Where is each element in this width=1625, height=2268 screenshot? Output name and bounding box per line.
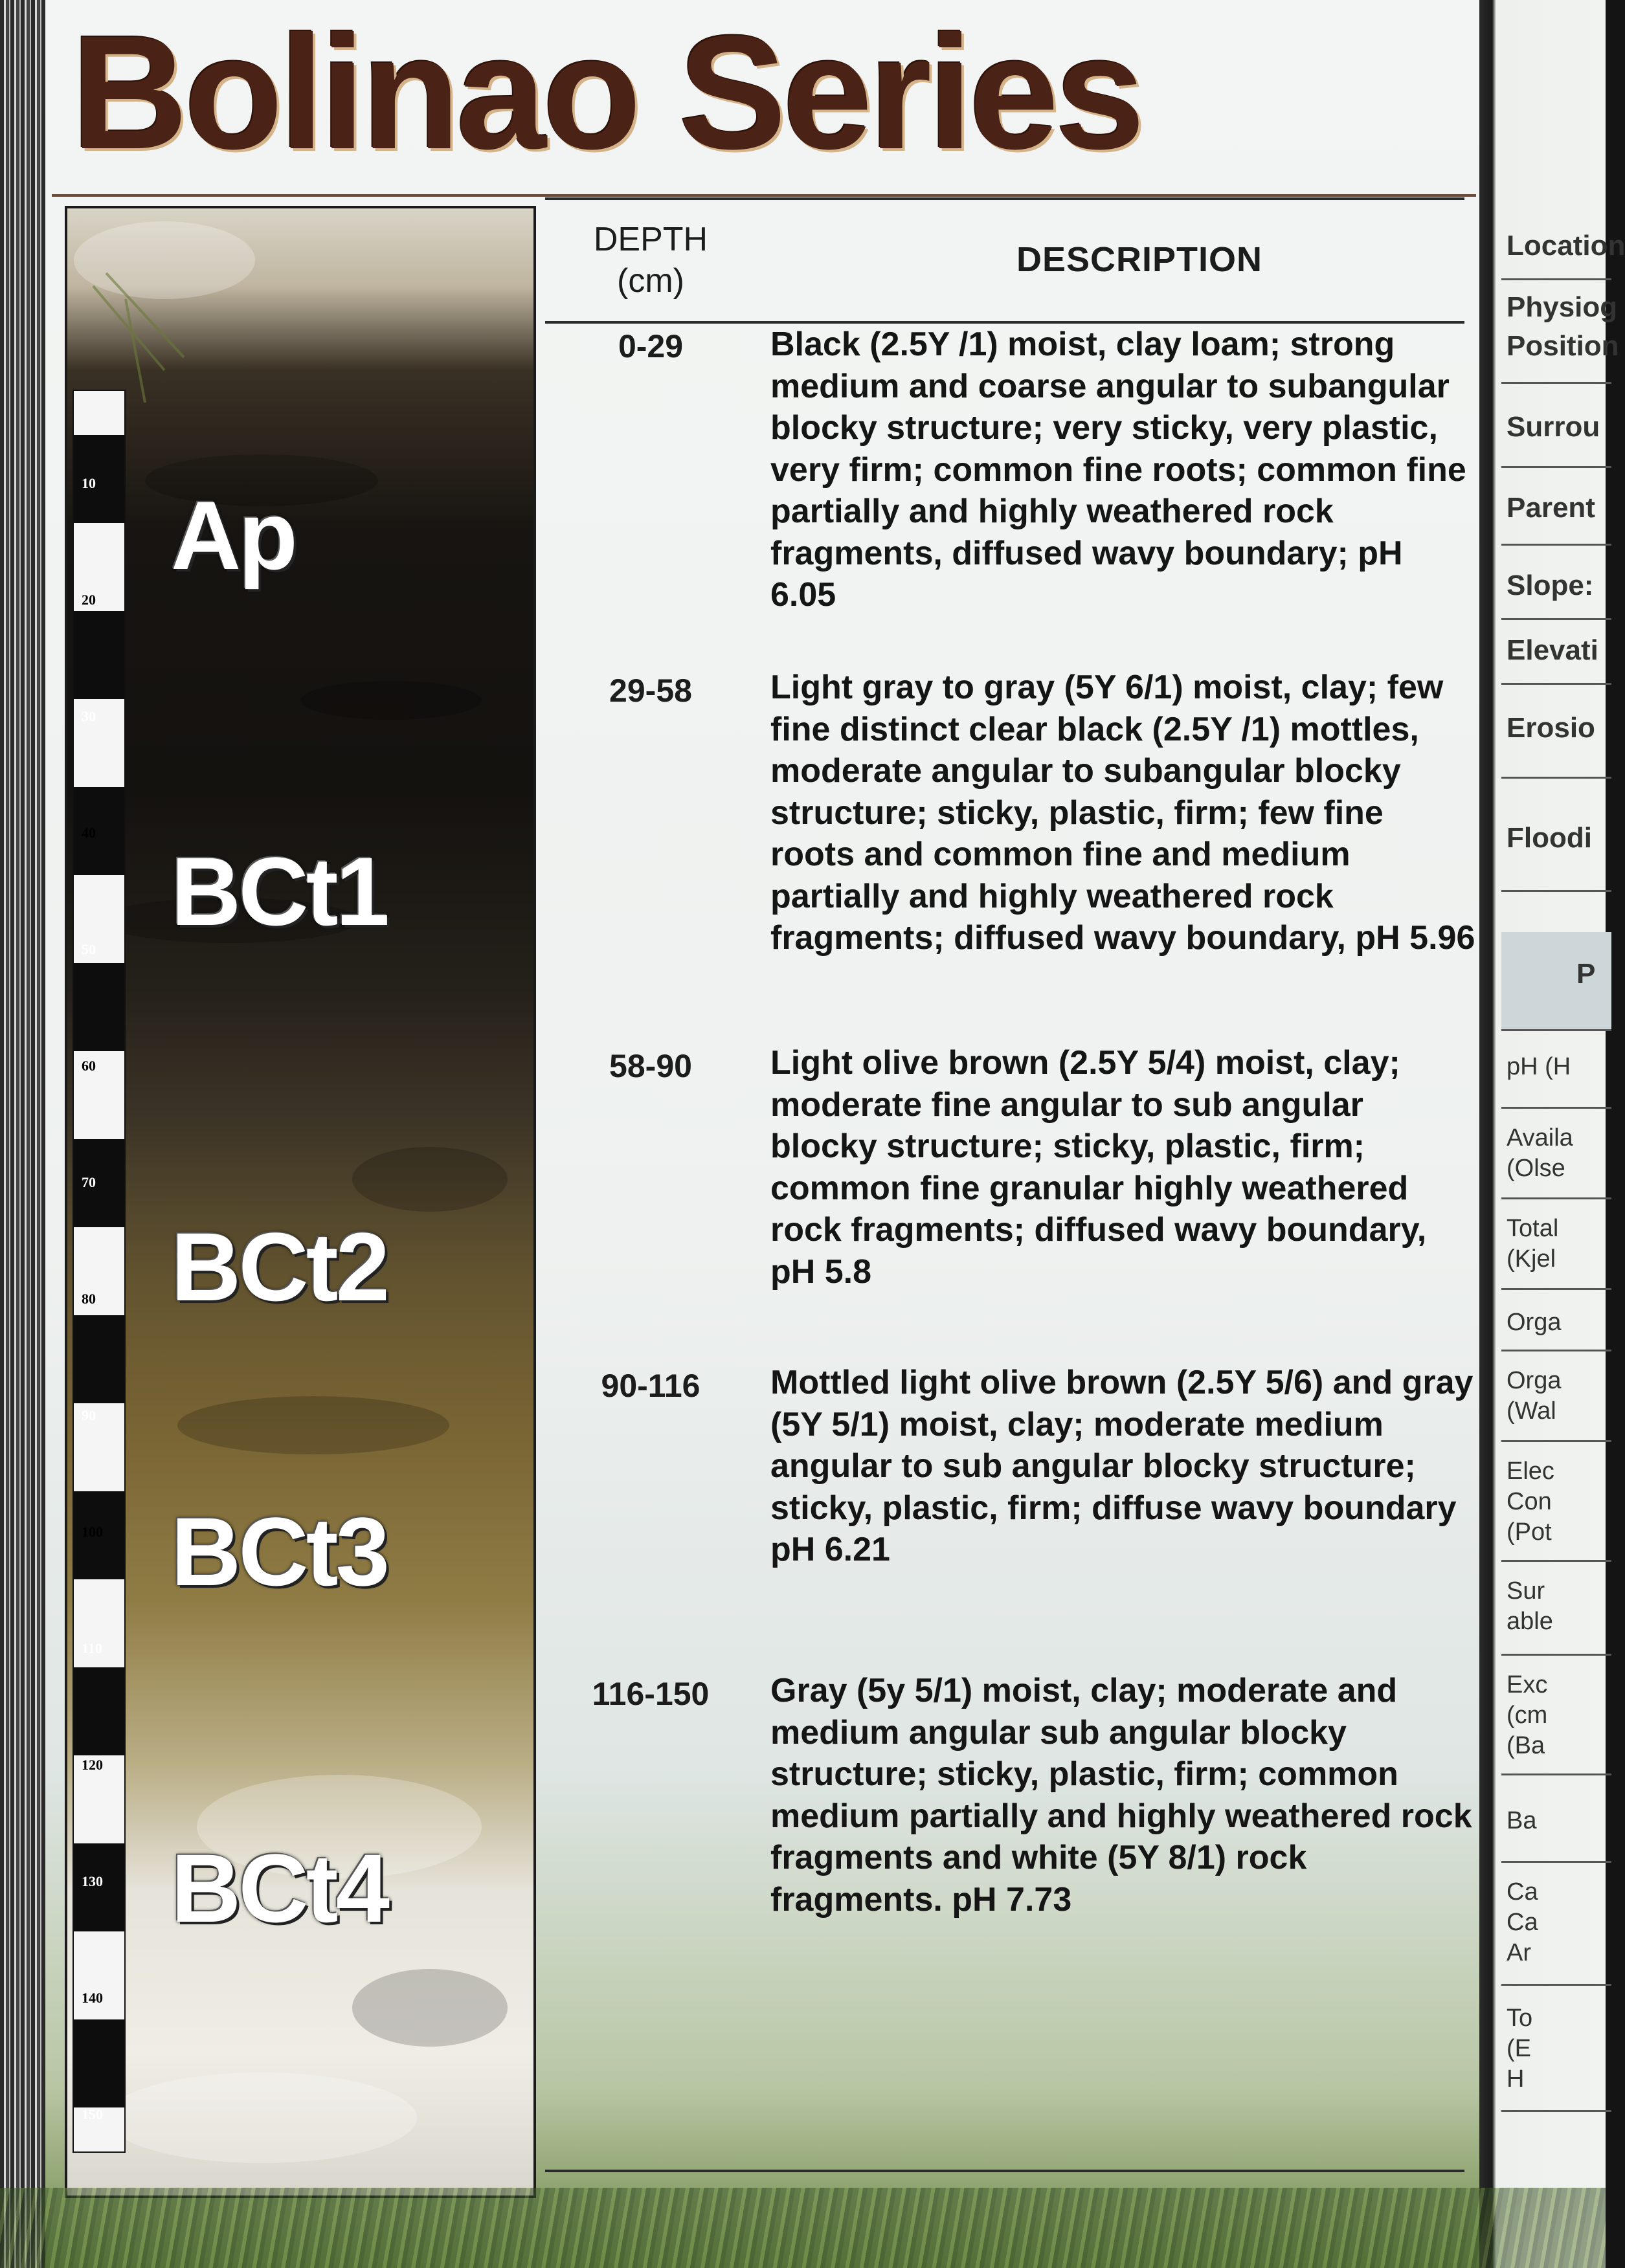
scale-tick-label: 90 — [82, 1407, 96, 1423]
sidebar-item: Floodi — [1507, 822, 1592, 854]
sidebar-item: Sur — [1507, 1577, 1545, 1605]
sidebar-item: Erosio — [1507, 712, 1595, 744]
sidebar-item: Ar — [1507, 1939, 1531, 1966]
scale-tick-label: 150 — [82, 2106, 103, 2122]
adjacent-page-sidebar — [1479, 0, 1625, 2268]
table-header-depth-label: DEPTH — [593, 221, 708, 258]
soil-profile-image — [65, 206, 536, 2198]
row-depth: 116-150 — [592, 1676, 710, 1712]
row-description: Mottled light olive brown (2.5Y 5/6) and gray (5Y 5/1) moist, clay; moderate medium angular to sub angular blocky structure; sticky, plastic, firm; diffuse wavy boundary pH 6.21 — [770, 1364, 1474, 1568]
table-header-description: DESCRIPTION — [1016, 240, 1263, 279]
sidebar-item: (cm — [1507, 1702, 1548, 1729]
scale-tick-label: 30 — [82, 708, 96, 724]
row-depth: 29-58 — [609, 673, 692, 709]
row-depth: 0-29 — [618, 328, 684, 364]
scale-tick-label: 60 — [82, 1058, 96, 1074]
sidebar-item: able — [1507, 1608, 1553, 1635]
row-depth: 90-116 — [601, 1368, 700, 1404]
sidebar-item: Elevati — [1507, 634, 1598, 666]
sidebar-item: Con — [1507, 1488, 1552, 1515]
book-page-edges — [0, 0, 45, 2268]
sidebar-item: pH (H — [1507, 1053, 1571, 1080]
horizon-label-bct3: BCt3 — [171, 1497, 388, 1606]
title-divider — [52, 194, 1476, 197]
scale-tick-label: 130 — [82, 1873, 103, 1889]
sidebar-item: (Pot — [1507, 1518, 1552, 1546]
sidebar-item: Orga — [1507, 1309, 1562, 1336]
table-header-depth — [570, 219, 732, 302]
horizon-label-bct1: BCt1 — [171, 837, 388, 946]
scale-tick-label: 10 — [82, 475, 96, 491]
sidebar-item: (Ba — [1507, 1732, 1545, 1759]
table-header-depth-unit: (cm) — [617, 262, 684, 300]
sidebar-item: (Wal — [1507, 1397, 1556, 1425]
sidebar-item: Physiog — [1507, 291, 1618, 323]
sidebar-item: To — [1507, 2005, 1533, 2032]
sidebar-item: H — [1507, 2065, 1525, 2093]
sidebar-item: Location — [1507, 230, 1625, 261]
row-description: Gray (5y 5/1) moist, clay; moderate and medium angular sub angular blocky structure; sticky, plastic, firm; common medium partially and highly weathered rock fragments and white (5Y 8/1) rock fragments. pH 7.73 — [770, 1672, 1472, 1918]
sidebar-item: Availa — [1507, 1124, 1573, 1151]
sidebar-item: Exc — [1507, 1671, 1548, 1698]
row-depth: 58-90 — [609, 1048, 692, 1084]
sidebar-item: (Kjel — [1507, 1245, 1556, 1273]
sidebar-item: (E — [1507, 2035, 1531, 2062]
scale-tick-label: 50 — [82, 941, 96, 957]
row-description: Light olive brown (2.5Y 5/4) moist, clay; moderate fine angular to sub angular blocky structure; sticky, plastic, firm; common fine granular highly weathered rock fragments; diffused wavy boundary, pH 5.8 — [770, 1044, 1427, 1291]
horizon-label-bct2: BCt2 — [171, 1212, 388, 1321]
scale-tick-label: 100 — [82, 1524, 103, 1540]
row-description: Black (2.5Y /1) moist, clay loam; strong medium and coarse angular to subangular blocky structure; very sticky, very plastic, very firm; common fine roots; common fine partially and highly weathered rock fragments, diffused wavy boundary; pH 6.05 — [770, 326, 1466, 614]
scale-tick-label: 120 — [82, 1757, 103, 1773]
scale-tick-label: 40 — [82, 825, 96, 841]
row-description: Light gray to gray (5Y 6/1) moist, clay; few fine distinct clear black (2.5Y /1) mottles, moderate angular to subangular blocky structure; sticky, plastic, firm; few fine roots and common fine and medium partially and highly weathered rock fragments; diffused wavy boundary, pH 5.96 — [770, 669, 1475, 957]
sidebar-item: Ca — [1507, 1909, 1538, 1936]
sidebar-item: Ba — [1507, 1807, 1537, 1834]
scale-tick-label: 80 — [82, 1291, 96, 1307]
sidebar-item: Slope: — [1507, 570, 1594, 601]
table-bottom-rule — [545, 2170, 1464, 2172]
depth-scale-ruler — [73, 390, 126, 2153]
sidebar-item: P — [1576, 958, 1596, 990]
page-title: Bolinao Series — [71, 2, 1141, 183]
sidebar-item: Ca — [1507, 1878, 1538, 1906]
scale-tick-label: 110 — [82, 1640, 102, 1656]
sidebar-item: Surrou — [1507, 411, 1600, 443]
horizon-label-ap: Ap — [171, 481, 295, 590]
sidebar-item: Position — [1507, 330, 1619, 362]
table-top-rule — [545, 197, 1464, 200]
sidebar-item: Orga — [1507, 1367, 1562, 1394]
background-grass-photo — [0, 2188, 1606, 2268]
horizon-label-bct4: BCt4 — [171, 1834, 388, 1942]
scale-tick-label: 70 — [82, 1174, 96, 1190]
sidebar-item: Parent — [1507, 492, 1595, 524]
sidebar-item: Elec — [1507, 1458, 1554, 1485]
sidebar-item: (Olse — [1507, 1155, 1565, 1182]
sidebar-item: Total — [1507, 1215, 1559, 1242]
scale-tick-label: 20 — [82, 592, 96, 608]
scale-tick-label: 140 — [82, 1990, 103, 2006]
